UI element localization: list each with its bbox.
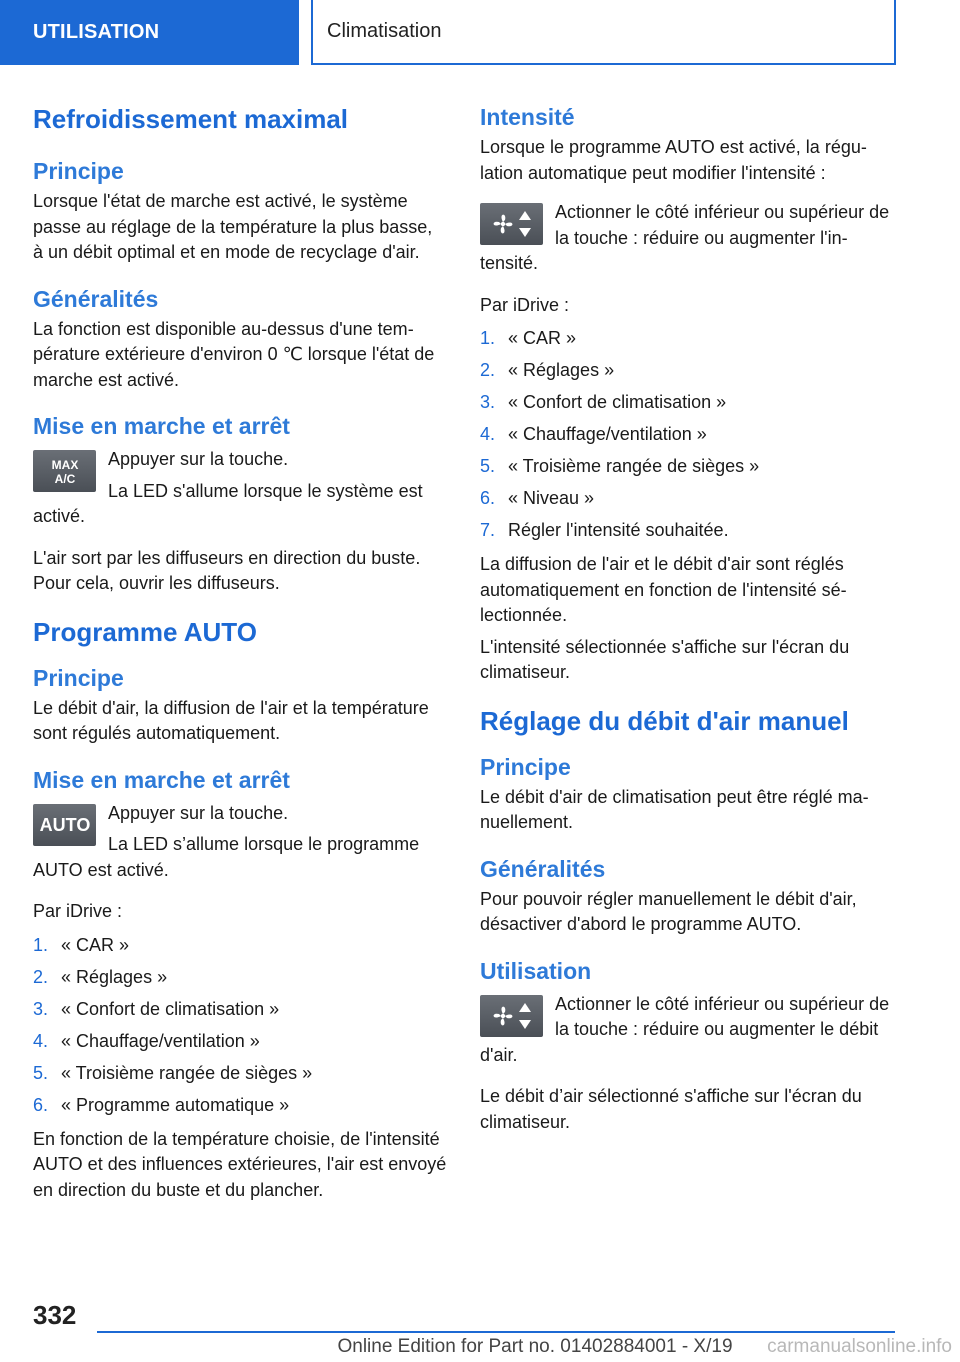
fan-updown-button-icon bbox=[480, 995, 543, 1037]
airflow-display-text: Le débit d’air sélectionné s'affiche sur l'écran du climatiseur. bbox=[480, 1086, 862, 1132]
svg-text:MAX: MAX bbox=[51, 458, 78, 472]
generalites-text: La fonction est disponible au-dessus d'une température extérieure d'environ 0 ℃ lorsque l'état de marche est activé. bbox=[33, 318, 435, 390]
auto-instruction bbox=[33, 801, 447, 890]
max-cooling-heading: Refroidissement maximal bbox=[33, 104, 349, 134]
manual-principe-text: Le débit d'air de climatisation peut être réglé manuellement. bbox=[480, 786, 869, 832]
max-ac-button-icon bbox=[33, 450, 96, 492]
max-press-text: Appuyer sur la touche. bbox=[108, 449, 289, 469]
principe-text: Lorsque l'état de marche est activé, le système passe au réglage de la température la plus basse, à un débit optimal et en mode de recyclage d'air. bbox=[33, 191, 433, 262]
display-text: L'intensité sélectionnée s'affiche sur l'écran du climatiseur. bbox=[480, 636, 850, 682]
manual-generalites-text: Pour pouvoir régler manuellement le débit d'air, désactiver d'abord le programme AUTO. bbox=[480, 888, 857, 934]
auto-button-icon bbox=[33, 804, 96, 846]
list-item: 6. « Programme automatique » bbox=[33, 1094, 290, 1115]
onoff-heading: Mise en marche et arrêt bbox=[33, 413, 290, 439]
list-item: 5. « Troisième rangée de sièges » bbox=[33, 1062, 313, 1083]
footer-divider bbox=[97, 1331, 895, 1333]
intensite-text: Lorsque le programme AUTO est activé, la régulation automatique peut modifier l'intensité : bbox=[480, 137, 867, 183]
generalites-heading: Généralités bbox=[33, 285, 159, 312]
intensite-icon-text: Actionner le côté inférieur ou supérieur de la touche : réduire ou augmenter l'intensité. bbox=[480, 202, 890, 273]
list-item: 2. « Réglages » bbox=[33, 966, 168, 987]
list-item: 4. « Chauffage/ventilation » bbox=[33, 1030, 260, 1051]
svg-text:AUTO: AUTO bbox=[39, 814, 90, 835]
auto-idrive-steps bbox=[33, 929, 447, 1121]
idrive-label: Par iDrive : bbox=[33, 901, 123, 921]
auto-press-text: Appuyer sur la touche. bbox=[108, 802, 289, 823]
max-led-text: La LED s'allume lorsque le système est activé. bbox=[33, 480, 423, 526]
utilisation-icon-text: Actionner le côté inférieur ou supérieur de la touche : réduire ou augmenter le débit d'air. bbox=[480, 993, 890, 1065]
page-number: 332 bbox=[33, 1300, 77, 1330]
intensite-idrive-steps bbox=[480, 322, 894, 546]
manual-generalites-heading: Généralités bbox=[480, 855, 606, 882]
list-item: 3. « Confort de climatisation » bbox=[480, 392, 727, 412]
air-diffusers-text: L'air sort par les diffuseurs en direction du buste. Pour cela, ouvrir les diffuseurs. bbox=[33, 547, 421, 593]
auto-end-text: En fonction de la température choisie, de l'intensité AUTO et des influences extérieures, l'air est envoyé en direction du buste et du plancher. bbox=[33, 1128, 447, 1200]
list-item: 7. Régler l'intensité souhaitée. bbox=[480, 520, 729, 540]
list-item: 5. « Troisième rangée de sièges » bbox=[480, 456, 760, 476]
auto-principe-text: Le débit d'air, la diffusion de l'air et la température sont régulés automatiquement. bbox=[33, 697, 429, 743]
topic-header: Climatisation bbox=[311, 0, 896, 65]
list-item: 4. « Chauffage/ventilation » bbox=[480, 424, 707, 444]
list-item: 1. « CAR » bbox=[480, 328, 577, 348]
fan-updown-button-icon bbox=[480, 203, 543, 245]
right-column bbox=[480, 100, 894, 1147]
diffusion-text: La diffusion de l'air et le débit d'air sont réglés automatiquement en fonction de l'intensité sélectionnée. bbox=[480, 554, 847, 625]
utilisation-instruction bbox=[480, 992, 894, 1075]
utilisation-heading: Utilisation bbox=[480, 957, 592, 984]
list-item: 6. « Niveau » bbox=[480, 488, 595, 508]
auto-led-text: La LED s’allume lorsque le programme AUTO est activé. bbox=[33, 834, 420, 880]
manual-principe-heading: Principe bbox=[480, 753, 571, 780]
auto-onoff-heading: Mise en marche et arrêt bbox=[33, 766, 290, 793]
list-item: 3. « Confort de climatisation » bbox=[33, 998, 280, 1019]
idrive-label: Par iDrive : bbox=[480, 294, 570, 315]
auto-program-heading: Programme AUTO bbox=[33, 616, 257, 647]
intensite-instruction bbox=[480, 200, 894, 283]
section-tab: UTILISATION bbox=[0, 0, 299, 65]
list-item: 1. « CAR » bbox=[33, 934, 130, 955]
edition-text: Online Edition for Part no. 01402884001 - X/19 bbox=[337, 1336, 733, 1357]
auto-principe-heading: Principe bbox=[33, 664, 124, 691]
intensite-heading: Intensité bbox=[480, 104, 575, 130]
svg-text:A/C: A/C bbox=[54, 472, 75, 486]
list-item: 2. « Réglages » bbox=[480, 360, 615, 380]
watermark: carmanualsonline.info bbox=[767, 1336, 952, 1357]
manual-airflow-heading: Réglage du débit d'air manuel bbox=[480, 705, 849, 736]
left-column bbox=[33, 100, 447, 1215]
max-ac-instruction bbox=[33, 447, 447, 536]
principe-heading: Principe bbox=[33, 158, 124, 184]
